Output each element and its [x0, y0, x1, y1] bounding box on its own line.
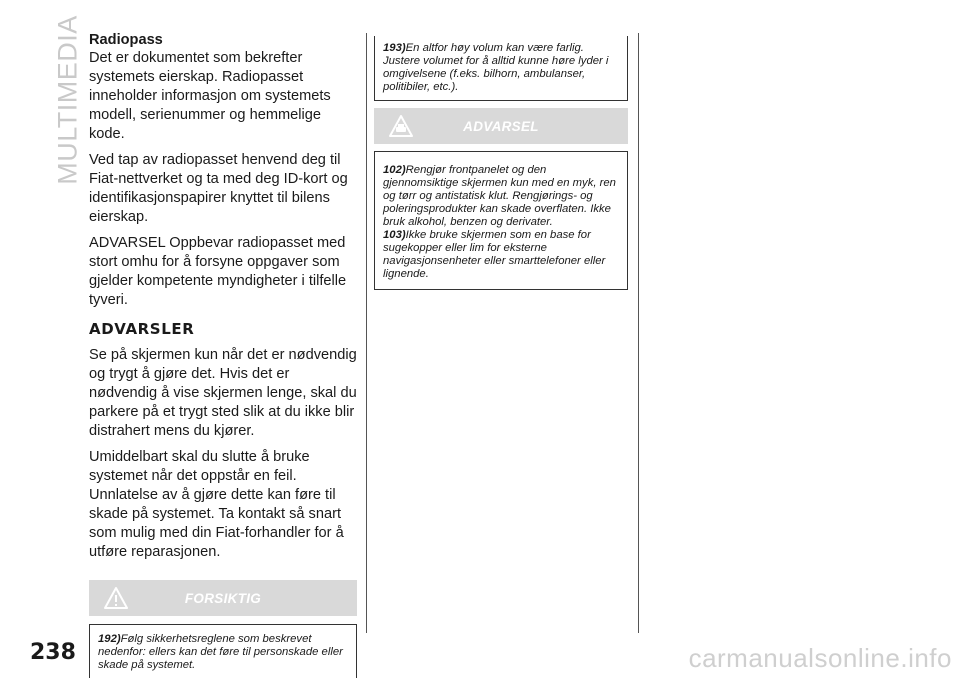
- section-tab: [52, 15, 84, 185]
- note-item: [383, 42, 622, 94]
- warning-bar: [374, 108, 628, 144]
- note-item: [383, 164, 622, 229]
- caution-bar: [89, 580, 357, 616]
- paragraph: Det er dokumentet som bekrefter systemets eierskap. Radiopasset inneholder informasjon om systemets modell, serienummer og hemmelige kode.: [89, 50, 331, 142]
- note-text: Følg sikkerhetsreglene som beskrevet nedenfor: ellers kan det føre til personskade eller skade på systemet.: [98, 633, 343, 671]
- paragraph: Ved tap av radiopasset henvend deg til Fiat-nettverket og ta med deg ID-kort og identifikasjonspapirer knyttet til bilens eierskap.: [89, 152, 348, 225]
- paragraph: Umiddelbart skal du slutte å bruke systemet når det oppstår en feil. Unnlatelse av å gjøre dette kan føre til skade på systemet. Ta kontakt så snart som mulig med din Fiat-forhandler for å utføre reparasjonen.: [89, 449, 344, 560]
- note-number: 103): [383, 229, 406, 241]
- warnings-heading: ADVARSLER: [89, 320, 195, 338]
- note-item: [383, 229, 622, 281]
- paragraph: Se på skjermen kun når det er nødvendig og trygt å gjøre det. Hvis det er nødvendig å vise skjermen lenge, skal du parkere på et trygt sted slik at du ikke blir distrahert mens du kjører.: [89, 347, 357, 439]
- note-text: Ikke bruke skjermen som en base for sugekopper eller lim for eksterne navigasjonsenheter eller smarttelefoner eller lignende.: [383, 229, 606, 280]
- warning-notes-box: [374, 151, 628, 290]
- top-note-box: [374, 36, 628, 101]
- note-number: 192): [98, 633, 121, 645]
- section-heading: Radiopass: [89, 32, 163, 48]
- caution-note-box: [89, 624, 357, 678]
- warning-car-icon: [388, 113, 414, 139]
- column-divider-left: [366, 33, 367, 633]
- warning-bar-title: ADVARSEL: [463, 118, 539, 134]
- note-text: Rengjør frontpanelet og den gjennomsiktige skjermen kun med en myk, ren og tørr og antistatisk klut. Rengjørings- og poleringsprodukter kan skade overflaten. Ikke bruk alkohol, benzen og derivater.: [383, 164, 616, 228]
- note-text: En altfor høy volum kan være farlig. Justere volumet for å alltid kunne høre lyder i omgivelsene (f.eks. bilhorn, ambulanser, politibiler, etc.).: [383, 42, 609, 93]
- column-divider-right: [638, 33, 639, 633]
- paragraph: ADVARSEL Oppbevar radiopasset med stort omhu for å forsyne oppgaver som gjelder kompetente myndigheter i tilfelle tyveri.: [89, 235, 347, 308]
- note-item: [98, 633, 351, 672]
- page-number: 238: [30, 640, 76, 665]
- left-column: [89, 31, 357, 678]
- watermark: carmanualsonline.info: [688, 643, 952, 673]
- warning-triangle-icon: [103, 585, 129, 611]
- note-number: 193): [383, 42, 406, 54]
- right-column: [374, 36, 628, 290]
- note-number: 102): [383, 164, 406, 176]
- section-label: MULTIMEDIA: [52, 15, 83, 185]
- caution-bar-title: FORSIKTIG: [184, 590, 262, 606]
